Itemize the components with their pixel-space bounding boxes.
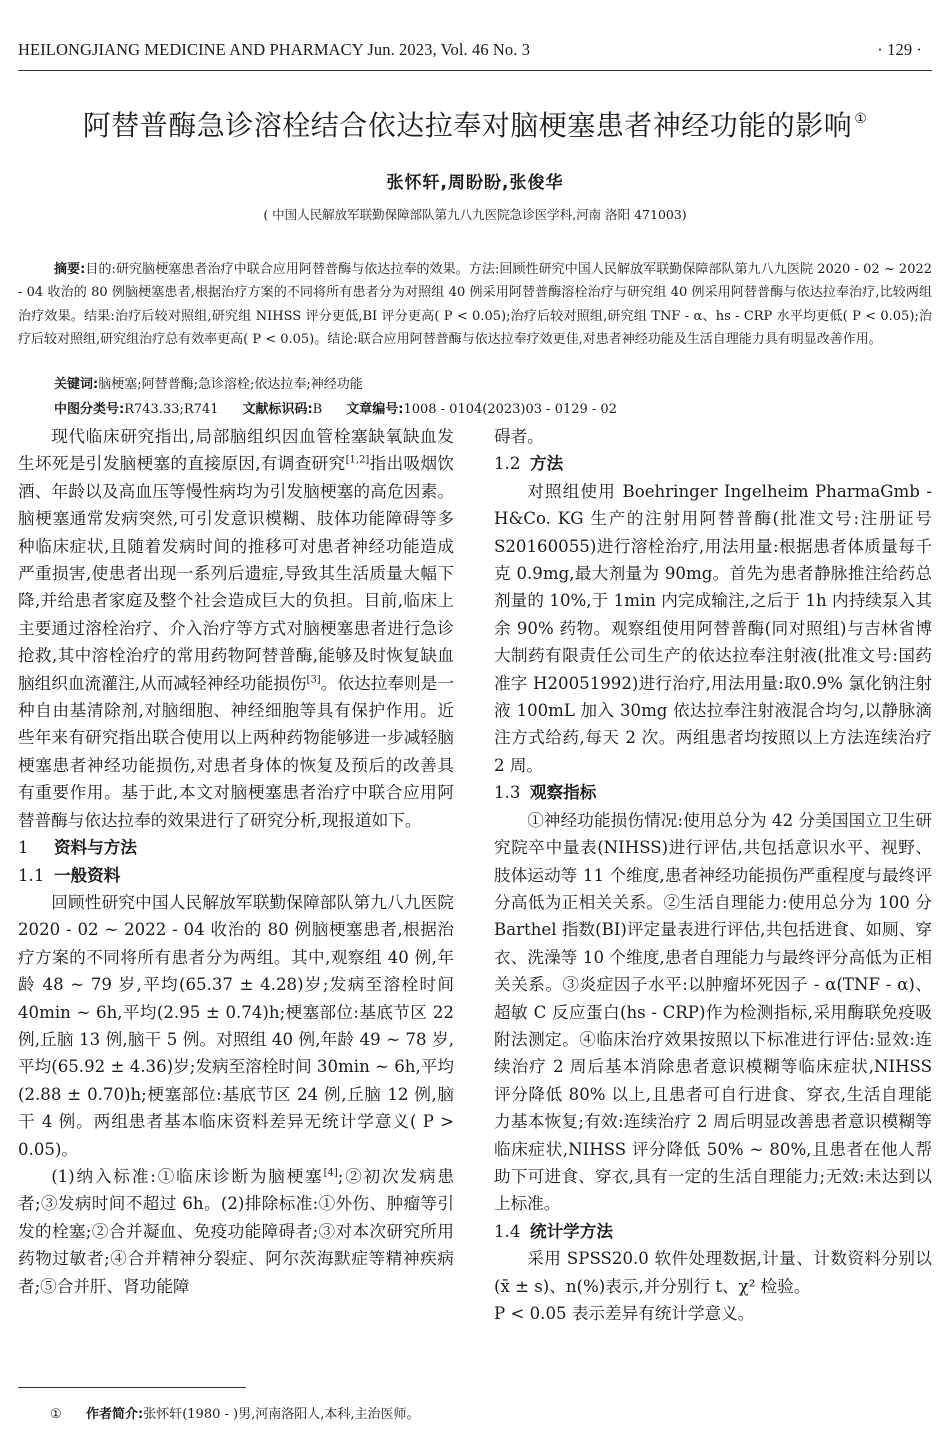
abstract-label: 摘要:: [54, 262, 86, 277]
section-1-1-number: 1.1: [18, 865, 45, 885]
intro-text-1: 现代临床研究指出,局部脑组织因血管栓塞缺氧缺血发生坏死是引发脑梗塞的直接原因,有调查研究: [18, 427, 454, 474]
section-1-3-title: 观察指标: [530, 783, 597, 803]
clc-value: R743.33;R741: [124, 402, 219, 417]
affiliation: ( 中国人民解放军联勤保障部队第九八九医院急诊医学科,河南 洛阳 471003): [263, 207, 687, 222]
footnote-text: 张怀轩(1980 - )男,河南洛阳人,本科,主治医师。: [143, 1407, 420, 1422]
article-number-value: 1008 - 0104(2023)03 - 0129 - 02: [403, 402, 617, 417]
general-data-stat: ( P > 0.05)。: [18, 1112, 455, 1159]
keywords-text: 脑梗塞;阿替普酶;急诊溶栓;依达拉奉;神经功能: [98, 377, 363, 392]
clc-label: 中图分类号:: [54, 402, 125, 417]
citation-1-2: [1,2]: [345, 454, 370, 466]
general-data-paragraph: [18, 889, 454, 1163]
section-1-1-title: 一般资料: [54, 865, 121, 885]
section-1-heading: [18, 834, 454, 861]
doc-code-value: B: [312, 402, 323, 417]
introduction-paragraph: [18, 423, 454, 834]
continued-text: 碍者。: [494, 427, 544, 446]
section-1-2-title: 方法: [530, 454, 564, 474]
page-number: · 129 ·: [877, 40, 922, 59]
criteria-text-1: (1)纳入标准:①临床诊断为脑梗塞: [51, 1166, 324, 1186]
section-1-3-heading: [494, 779, 932, 806]
section-1-4-heading: [494, 1218, 932, 1245]
section-1-4-number: 1.4: [494, 1221, 521, 1241]
doc-code-label: 文献标识码:: [242, 402, 313, 417]
footnote-rule: [18, 1387, 246, 1388]
right-column: [494, 423, 932, 1327]
criteria-text-2: ;②初次发病患者;③发病时间不超过 6h。(2)排除标准:①外伤、肿瘤等引发的栓塞;②合并凝血、免疫功能障碍者;③对本次研究所用药物过敏者;④合并精神分裂症、阿尔茨海默症等精神疾病者;⑤合并肝、肾功能障: [18, 1166, 454, 1296]
left-column: [18, 423, 454, 1300]
section-1-4-title: 统计学方法: [530, 1221, 613, 1241]
statistics-significance: P < 0.05 表示差异有统计学意义。: [494, 1304, 755, 1323]
section-1-2-number: 1.2: [494, 454, 521, 474]
footnote-mark: ①: [50, 1407, 62, 1422]
article-number-label: 文章编号:: [346, 402, 404, 417]
author-footnote: [50, 1406, 420, 1424]
section-1-1-heading: [18, 862, 454, 889]
criteria-paragraph: [18, 1163, 454, 1300]
title-text: 阿替普酶急诊溶栓结合依达拉奉对脑梗塞患者神经功能的影响: [82, 109, 853, 142]
section-1-title: 资料与方法: [54, 838, 137, 858]
section-1-3-number: 1.3: [494, 783, 521, 803]
journal-name: HEILONGJIANG MEDICINE AND PHARMACY Jun. 2023, Vol. 46 No. 3: [18, 40, 531, 59]
statistics-paragraph: 采用 SPSS20.0 软件处理数据,计量、计数资料分别以(x̄ ± s)、n(%)表示,并分别行 t、χ² 检验。: [494, 1249, 932, 1296]
methods-paragraph: 对照组使用 Boehringer Ingelheim PharmaGmb - H&Co. KG 生产的注射用阿替普酶(批准文号:注册证号 S20160055)进行溶栓治疗,用法用量:根据患者体质量每千克 0.9mg,最大剂量为 90mg。首先为患者静脉推注给药总剂量的 10%,于 1min 内完成输注,之后于 1h 内持续泵入其余 90% 药物。观察组使用阿替普酶(同对照组)与吉林省博大制药有限责任公司生产的依达拉奉注射液(批准文号:国药准字 H20051992)进行治疗,用法用量:取0.9% 氯化钠注射液 100mL 加入 30mg 依达拉奉注射液混合均匀,以静脉滴注方式给药,每天 2 次。两组患者均按照以上方法连续治疗 2 周。: [494, 481, 932, 775]
classification-line: [54, 400, 932, 420]
indicators-paragraph: ①神经功能损伤情况:使用总分为 42 分美国国立卫生研究院卒中量表(NIHSS)进行评估,共包括意识水平、视野、肢体运动等 11 个维度,患者神经功能损伤严重程度与最终评分高低为正相关关系。②生活自理能力:使用总分为 100 分 Barthel 指数(BI)评定量表进行评估,共包括进食、如厕、穿衣、洗澡等 10 个维度,患者自理能力与最终评分高低为正相关关系。③炎症因子水平:以肿瘤坏死因子 - α(TNF - α)、超敏 C 反应蛋白(hs - CRP)作为检测指标,采用酶联免疫吸附法测定。④临床治疗效果按照以下标准进行评估:显效:连续治疗 2 周后基本消除患者意识模糊等临床症状,NIHSS 评分降低 80% 以上,且患者可自行进食、穿衣,生活自理能力基本恢复;有效:连续治疗 2 周后明显改善患者意识模糊等临床症状,NIHSS 评分降低 50% ~ 80%,且患者在他人帮助下可进食、穿衣,具有一定的生活自理能力;无效:未达到以上标准。: [494, 810, 932, 1214]
article-title: [0, 104, 950, 144]
general-data-text: 回顾性研究中国人民解放军联勤保障部队第九八九医院 2020 - 02 ~ 2022 - 04 收治的 80 例脑梗塞患者,根据治疗方案的不同将所有患者分为两组。其中,观察组 40 例,年龄 48 ~ 79 岁,平均(65.37 ± 4.28)岁;发病至溶栓时间 40min ~ 6h,平均(2.95 ± 0.74)h;梗塞部位:基底节区 22 例,丘脑 13 例,脑干 5 例。对照组 40 例,年龄 49 ~ 78 岁,平均(65.92 ± 4.36)岁;发病至溶栓时间 30min ~ 6h,平均(2.88 ± 0.70)h;梗塞部位:基底节区 24 例,丘脑 12 例,脑干 4 例。两组患者基本临床资料差异无统计学意义: [18, 892, 454, 1132]
running-head: [18, 40, 932, 66]
keywords-label: 关键词:: [54, 377, 99, 392]
keywords: [54, 375, 932, 395]
abstract-text: 目的:研究脑梗塞患者治疗中联合应用阿替普酶与依达拉奉的效果。方法:回顾性研究中国人民解放军联勤保障部队第九八九医院 2020 - 02 ~ 2022 - 04 收治的 80 例脑梗塞患者,根据治疗方案的不同将所有患者分为对照组 40 例采用阿替普酶溶栓治疗与研究组 40 例采用阿替普酶与依达拉奉治疗,比较两组治疗效果。结果:治疗后较对照组,研究组 NIHSS 评分更低,BI 评分更高( P < 0.05);治疗后较对照组,研究组 TNF - α、hs - CRP 水平均更低( P < 0.05);治疗后较对照组,研究组治疗总有效率更高( P < 0.05)。结论:联合应用阿替普酶与依达拉奉疗效更佳,对患者神经功能及生活自理能力具有明显改善作用。: [18, 262, 933, 347]
abstract: [18, 258, 932, 351]
section-1-number: 1: [18, 838, 29, 858]
header-rule: [18, 70, 932, 71]
citation-4: [4]: [323, 1167, 338, 1179]
citation-3: [3]: [306, 674, 321, 686]
intro-text-3: 。依达拉奉则是一种自由基清除剂,对脑细胞、神经细胞等具有保护作用。近些年来有研究指出联合使用以上两种药物能够进一步减轻脑梗塞患者神经功能损伤,对患者身体的恢复及预后的改善具有重要作用。基于此,本文对脑梗塞患者治疗中联合应用阿替普酶与依达拉奉的效果进行了研究分析,现报道如下。: [18, 673, 454, 830]
title-note-mark: ①: [854, 111, 868, 127]
author-list: 张怀轩,周盼盼,张俊华: [386, 173, 564, 193]
intro-text-2: 指出吸烟饮酒、年龄以及高血压等慢性病均为引发脑梗塞的高危因素。脑梗塞通常发病突然,可引发意识模糊、肢体功能障碍等多种临床症状,且随着发病时间的推移可对患者神经功能造成严重损害,使患者出现一系列后遗症,导致其生活质量大幅下降,并给患者家庭及整个社会造成巨大的负担。目前,临床上主要通过溶栓治疗、介入治疗等方式对脑梗塞患者进行急诊抢救,其中溶栓治疗的常用药物阿替普酶,能够及时恢复缺血脑组织血流灌注,从而减轻神经功能损伤: [18, 454, 454, 693]
footnote-label: 作者简介:: [86, 1407, 144, 1422]
section-1-2-heading: [494, 450, 932, 477]
